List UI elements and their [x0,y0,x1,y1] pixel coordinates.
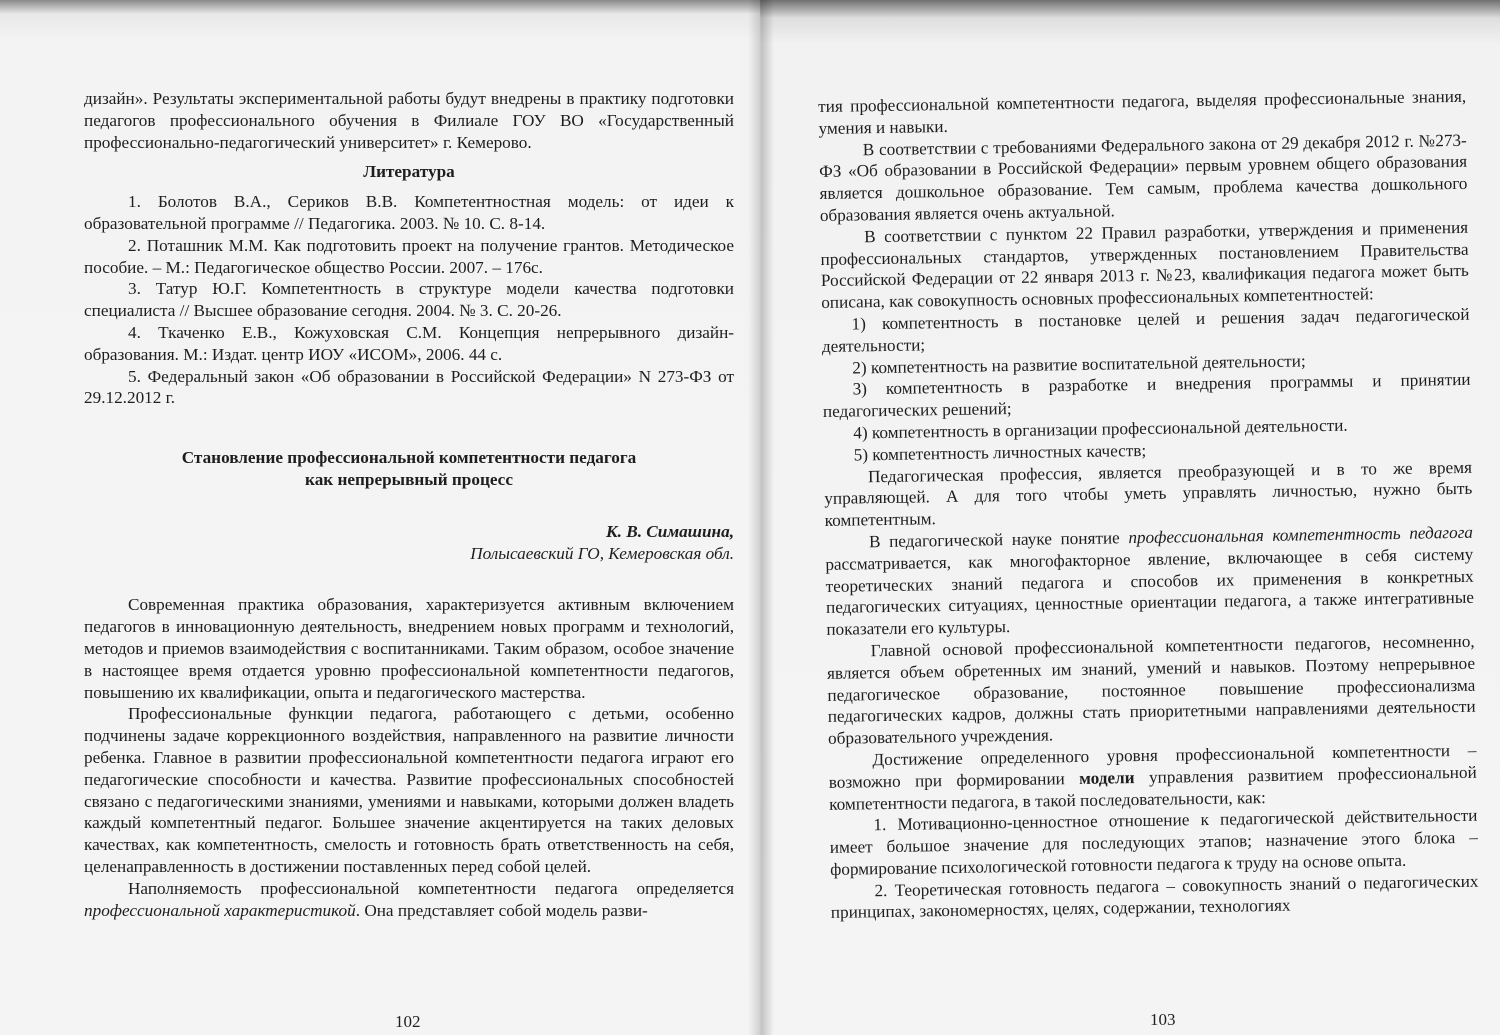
body-paragraph: В соответствии с требованиями Федерального закона от 29 декабря 2012 г. №273-ФЗ «Об образовании в Российской Федерации» первым уровнем общего образования является дошкольное образование. Тем самым, проблема качества дошкольного образования является очень актуальной. [819,130,1468,225]
list-item: 1) компетентность в постановке целей и решения задач педагогической деятельности; [821,304,1470,356]
reference-item: 1. Болотов В.А., Сериков В.В. Компетентностная модель: от идеи к образовательной программе // Педагогика. 2003. № 10. С. 8-14. [84,192,734,233]
body-paragraph: Главной основой профессиональной компетентности педагогов, несомненно, является объем обретенных им знаний, умений и навыков. Поэтому непрерывное педагогическое образование, постоянное повышение профессионализма педагогических кадров, должны стать приоритетными направлениями деятельности образовательного учреждения. [826,631,1476,749]
reference-item: 4. Ткаченко Е.В., Кожуховская С.М. Концепция непрерывного дизайн-образования. М.: Издат. центр ИОУ «ИСОМ», 2006. 44 с. [84,322,734,364]
book-gutter [748,0,774,1035]
intro-paragraph: дизайн». Результаты экспериментальной работы будут внедрены в практику подготовки педагогов профессионального обучения в Филиале ГОУ ВО «Государственный профессионально-педагогический университет» г. Кемерово. [84,89,734,152]
page-number: 102 [395,1012,421,1031]
italic-term: профессиональной характеристикой [84,900,356,920]
italic-term: профессиональная компетентность педагога [1128,522,1474,548]
body-paragraph: Современная практика образования, характеризуется активным включением педагогов в инновационную деятельность, внедрением новых программ и технологий, методов и приемов взаимодействия с воспитанниками. Таким образом, особое значение в настоящее время отдается уровню профессиональной компетентности педагогов, повышению их квалификации, опыта и педагогического мастерства. [84,595,734,702]
body-paragraph: Наполняемость профессиональной компетентности педагога определяется профессиональной характеристикой. Она представляет собой модель разви- [84,878,734,920]
intro-paragraph: тия профессиональной компетентности педагога, выделяя профессиональные знания, умения и навыки. [818,86,1467,138]
article-title-line-1: Становление профессиональной компетентности педагога [181,448,637,468]
list-item: 3) компетентность в разработке и внедрения программы и принятии педагогических решений; [822,370,1471,422]
reference-item: 2. Поташник М.М. Как подготовить проект на получение грантов. Методическое пособие. – М.: Педагогическое общество России. 2007. – 176с. [84,235,734,277]
body-paragraph: Профессиональные функции педагога, работающего с детьми, особенно подчинены задаче коррекционного воздействия, направленного на развитие личности ребенка. Главное в развитии профессиональной компетентности педагога играют его педагогические способности и качества. Развитие профессиональных способностей связано с педагогическими знаниями, умениями и навыками, которыми должен владеть каждый компетентный педагог. Большее значение акцентируется на таких деловых качествах, как компетентность, смелость и готовность брать ответственность на себя, целенаправленность в достижении поставленных перед собой целей. [84,704,734,876]
body-paragraph: В соответствии с пунктом 22 Правил разработки, утверждения и применения профессиональных стандартов, утвержденных постановлением Правительства Российской Федерации от 22 января 2013 г. №23, квалификация педагога может быть описана, как совокупность основных профессиональных компетентностей: [820,217,1469,313]
list-item: 2) компетентность на развитие воспитательной деятельности; [852,350,1306,378]
list-item: 4) компетентность в организации профессиональной деятельности. [853,415,1348,443]
body-paragraph: 2. Теоретическая готовность педагога – совокупность знаний о педагогических принципах, закономерностях, целях, содержании, технологиях [830,871,1479,923]
list-item: 5) компетентность личностных качеств; [853,440,1147,465]
bold-term: модели [1079,767,1135,788]
right-page-text [818,86,1479,924]
author-affiliation: Полысаевский ГО, Кемеровская обл. [470,543,734,563]
author-name: К. В. Симашина, [605,521,734,541]
reference-item: 5. Федеральный закон «Об образовании в Российской Федерации» N 273-ФЗ от 29.12.2012 г. [84,366,734,408]
body-paragraph: Достижение определенного уровня профессиональной компетентности – возможно при формировании модели управления развитием профессиональной компетентности педагога, в такой последовательности, как: [828,740,1477,814]
references-list [84,191,734,409]
article-title-line-2: как непрерывный процесс [305,469,513,489]
page-number: 103 [1150,1010,1176,1029]
left-page-text [84,88,734,921]
body-paragraph: В педагогической науке понятие профессиональная компетентность педагога рассматривается, как многофакторное явление, включающее в себя систему теоретических знаний педагога и способов их применения в конкретных педагогических ситуациях, ценностные ориентации педагога, а также интегративные показатели его культуры. [825,522,1475,640]
body-paragraph: Педагогическая профессия, является преобразующей и в то же время управляющей. А для того чтобы уметь управлять личностью, нужно быть компетентным. [824,457,1473,531]
references-heading: Литература [363,162,455,182]
reference-item: 3. Татур Ю.Г. Компетентность в структуре модели качества подготовки специалиста // Высшее образование сегодня. 2004. № 3. С. 20-26. [84,279,734,321]
right-page [760,0,1500,1035]
article-title [84,447,734,491]
body-paragraph: 1. Мотивационно-ценностное отношение к педагогической действительности имеет большое значение для последующих этапов; назначение этого блока – формирование психологической готовности педагога к труду на основе опыта. [829,806,1478,879]
